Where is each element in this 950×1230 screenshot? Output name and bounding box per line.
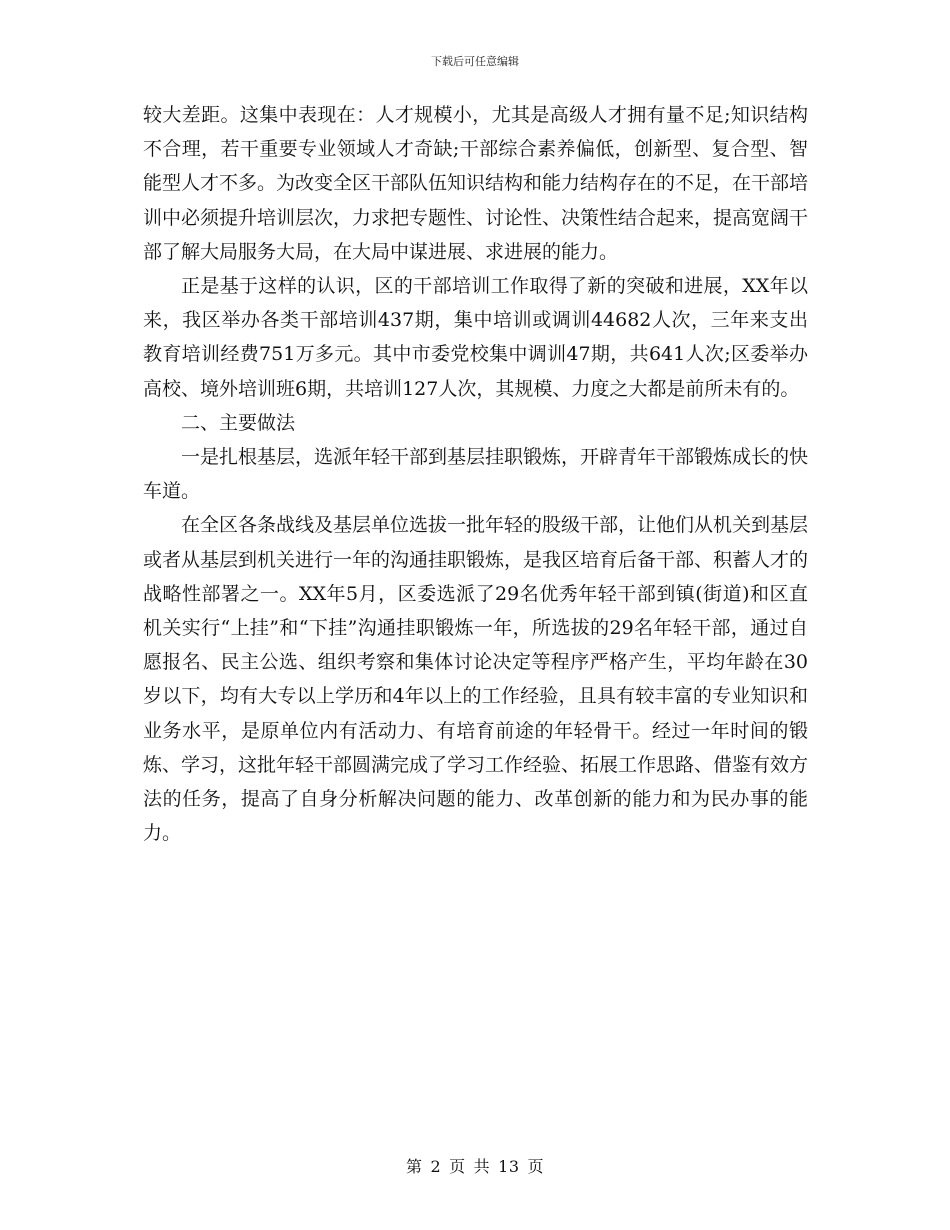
page-header: 下载后可任意编辑 [431,55,519,68]
total-pages-number: 13 [498,1157,520,1176]
total-label: 共 [473,1157,491,1176]
paragraph: 一是扎根基层，选派年轻干部到基层挂职锻炼，开辟青年干部锻炼成长的快车道。 [143,446,809,503]
section-heading: 二、主要做法 [181,411,296,434]
document-body [143,98,808,850]
paragraph-continuation: 较大差距。这集中表现在：人才规模小，尤其是高级人才拥有量不足;知识结构不合理，若干重要专业领域人才奇缺;干部综合素养偏低，创新型、复合型、智能型人才不多。为改变全区干部队伍知识结构和能力结构存在的不足，在干部培训中必须提升培训层次，力求把专题性、讨论性、决策性结合起来，提高宽阔干部了解大局服务大局，在大局中谋进展、求进展的能力。 [143,104,809,263]
page-label-prefix: 第 [405,1157,423,1176]
page-label-suffix: 页 [527,1157,545,1176]
page-label-mid: 页 [449,1157,466,1176]
page-footer [0,1154,950,1177]
paragraph: 在全区各条战线及基层单位选拔一批年轻的股级干部，让他们从机关到基层或者从基层到机关进行一年的沟通挂职锻炼，是我区培育后备干部、积蓄人才的战略性部署之一。XX年5月，区委选派了29名优秀年轻干部到镇(街道)和区直机关实行“上挂”和“下挂”沟通挂职锻炼一年，所选拔的29名年轻干部，通过自愿报名、民主公选、组织考察和集体讨论决定等程序严格产生，平均年龄在30岁以下，均有大专以上学历和4年以上的工作经验，且具有较丰富的专业知识和业务水平，是原单位内有活动力、有培育前途的年轻骨干。经过一年时间的锻炼、学习，这批年轻干部圆满完成了学习工作经验、拓展工作思路、借鉴有效方法的任务，提高了自身分析解决问题的能力、改革创新的能力和为民办事的能力。 [143,514,809,845]
paragraph: 正是基于这样的认识，区的干部培训工作取得了新的突破和进展，XX年以来，我区举办各类干部培训437期，集中培训或调训44682人次，三年来支出教育培训经费751万多元。其中市委党校集中调训47期，共641人次;区委举办高校、境外培训班6期，共培训127人次，其规模、力度之大都是前所未有的。 [143,275,808,400]
current-page-number: 2 [430,1157,442,1176]
